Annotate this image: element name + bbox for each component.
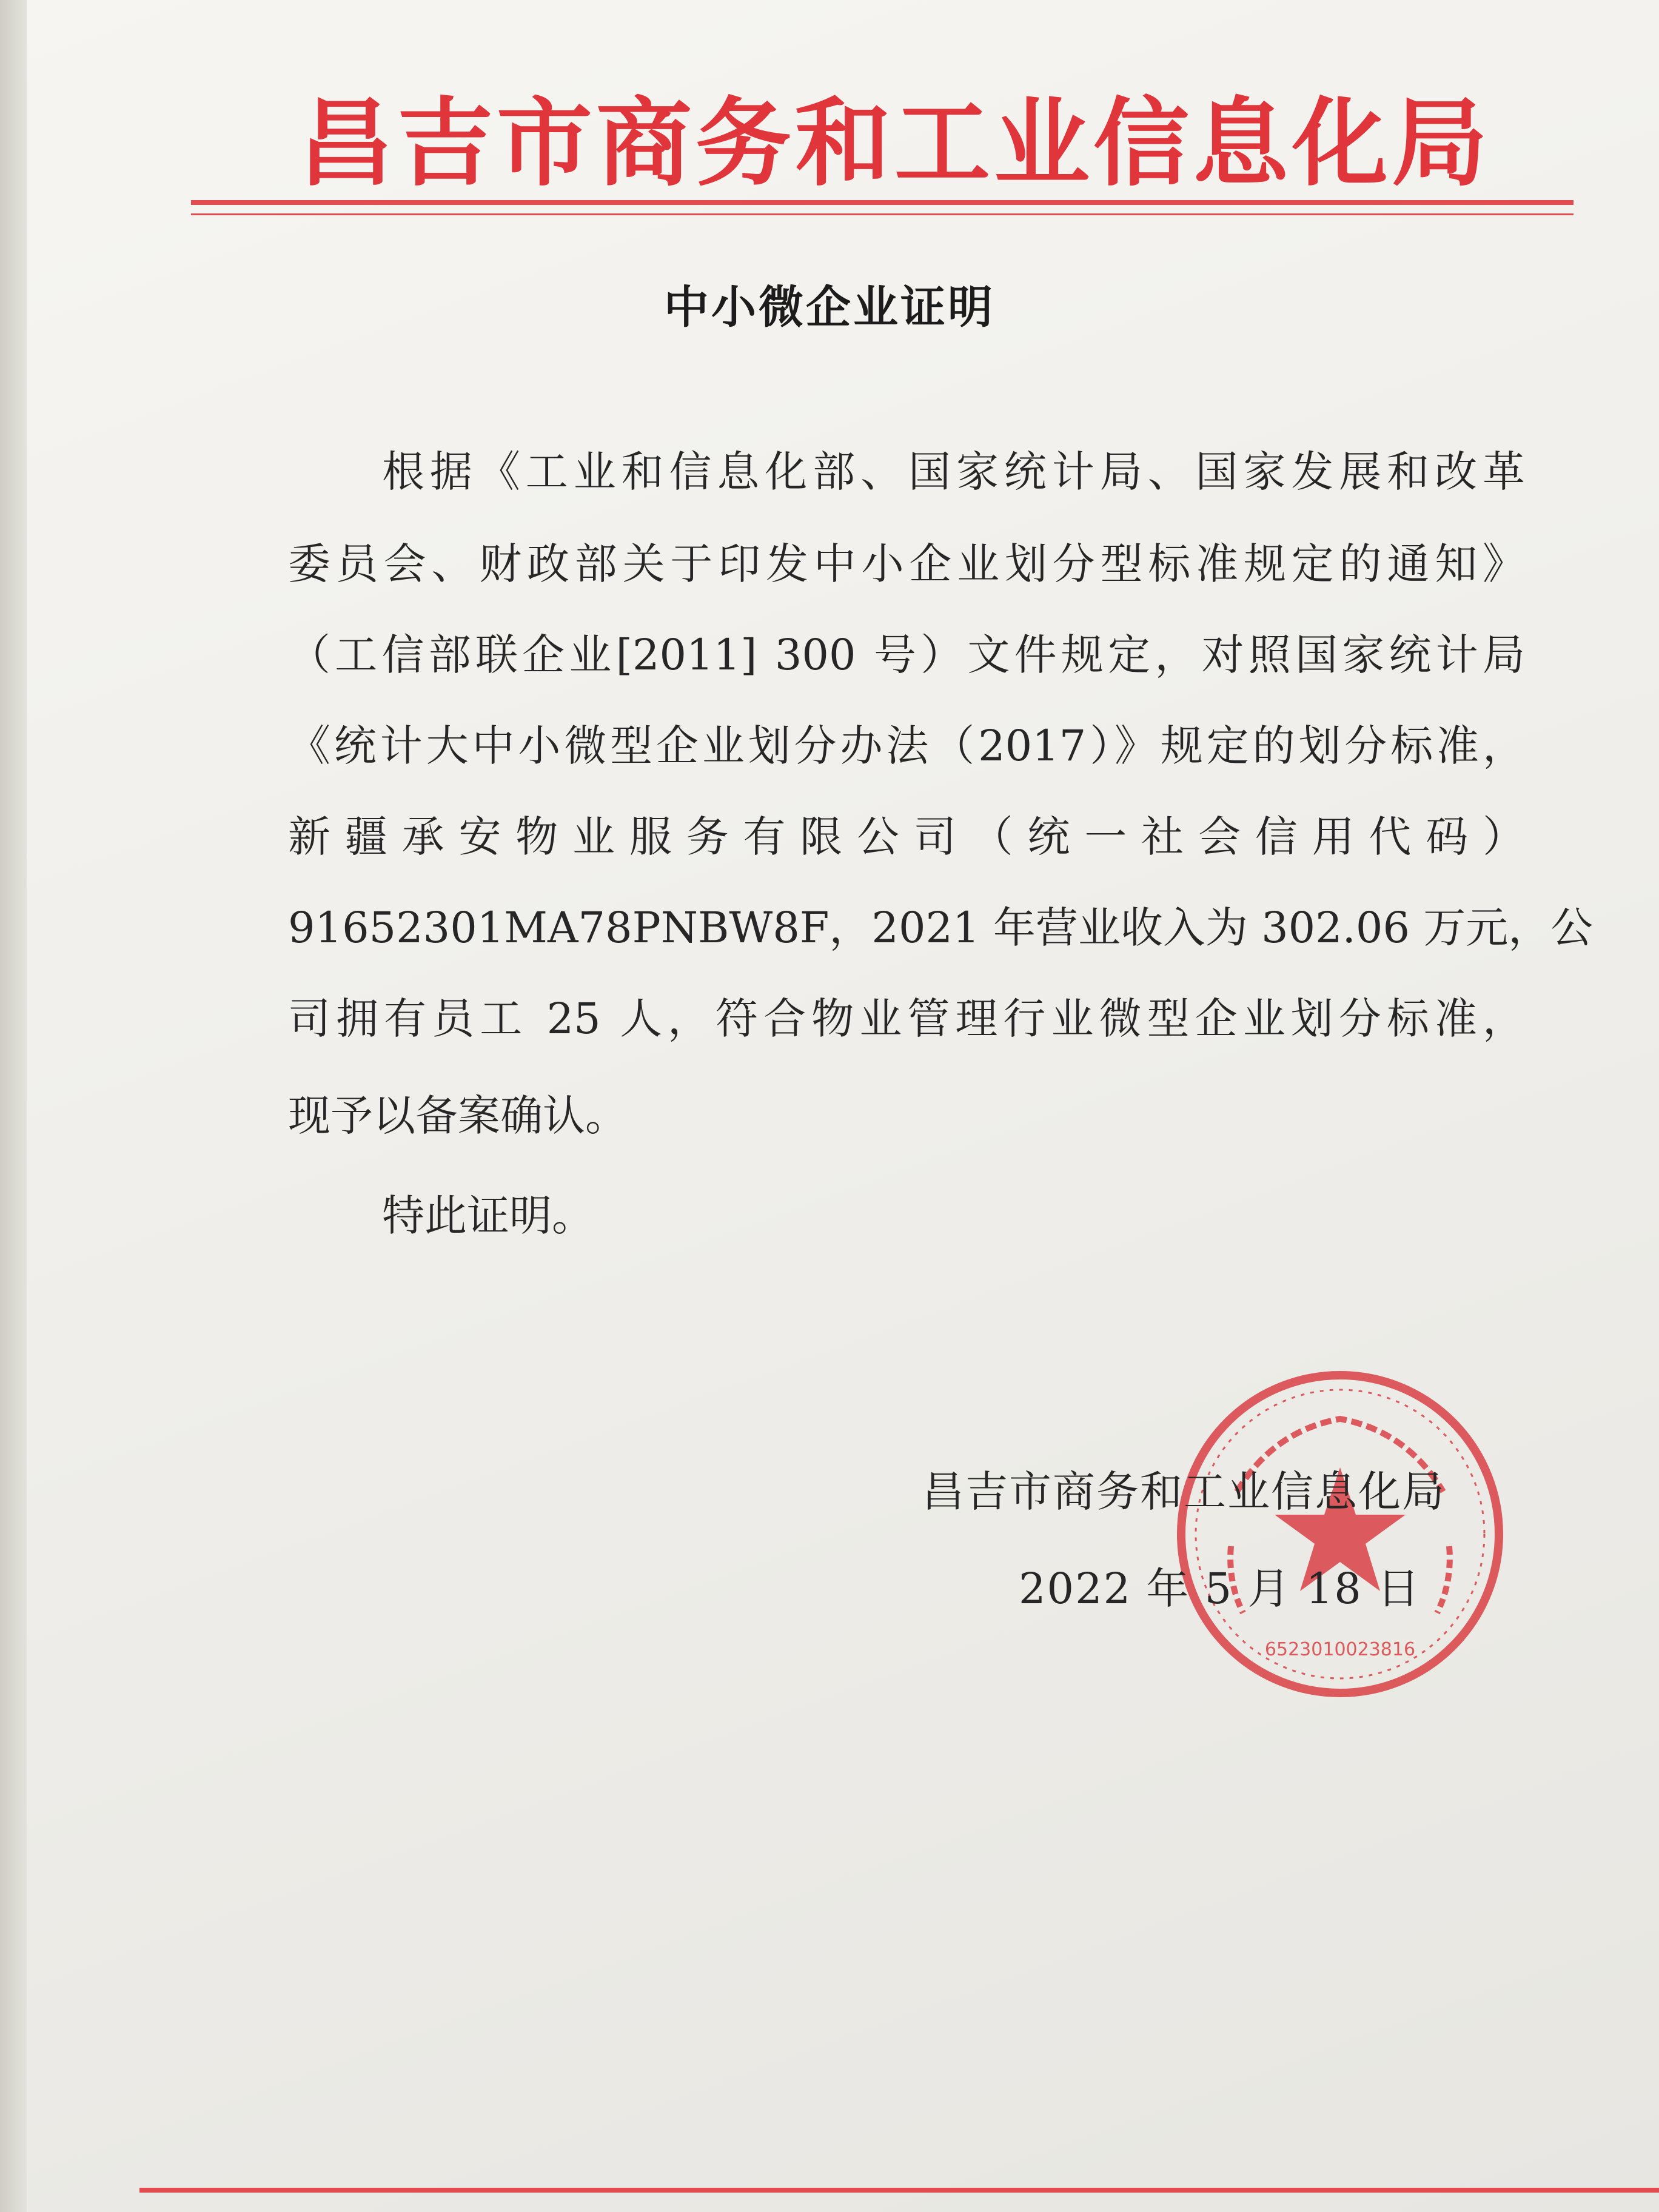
body-line: （工信部联企业[2011] 300 号）文件规定，对照国家统计局 bbox=[288, 630, 1525, 680]
body-line: 根据《工业和信息化部、国家统计局、国家发展和改革 bbox=[382, 447, 1525, 497]
letterhead-rule-thin bbox=[191, 213, 1574, 215]
letterhead-rule-thick bbox=[191, 200, 1574, 205]
seal-number: 6523010023816 bbox=[1264, 1639, 1416, 1660]
official-seal-icon bbox=[1170, 1364, 1510, 1704]
letterhead-title: 昌吉市商务和工业信息化局 bbox=[298, 87, 1491, 199]
footer-rule bbox=[139, 2188, 1659, 2193]
closing-statement: 特此证明。 bbox=[382, 1191, 594, 1241]
body-line: 现予以备案确认。 bbox=[288, 1091, 628, 1141]
body-line: 委员会、财政部关于印发中小企业划分型标准规定的通知》 bbox=[288, 539, 1525, 589]
signing-authority: 昌吉市商务和工业信息化局 bbox=[922, 1467, 1446, 1517]
body-line: 新疆承安物业服务有限公司（统一社会信用代码） bbox=[288, 812, 1525, 862]
body-line: 《统计大中小微型企业划分办法（2017）》规定的划分标准， bbox=[288, 721, 1525, 771]
document-title: 中小微企业证明 bbox=[664, 281, 995, 333]
body-line: 司拥有员工 25 人，符合物业管理行业微型企业划分标准， bbox=[288, 994, 1525, 1044]
body-line: 91652301MA78PNBW8F，2021 年营业收入为 302.06 万元，公 bbox=[288, 903, 1594, 953]
signing-date: 2022 年 5 月 18 日 bbox=[1019, 1564, 1421, 1614]
